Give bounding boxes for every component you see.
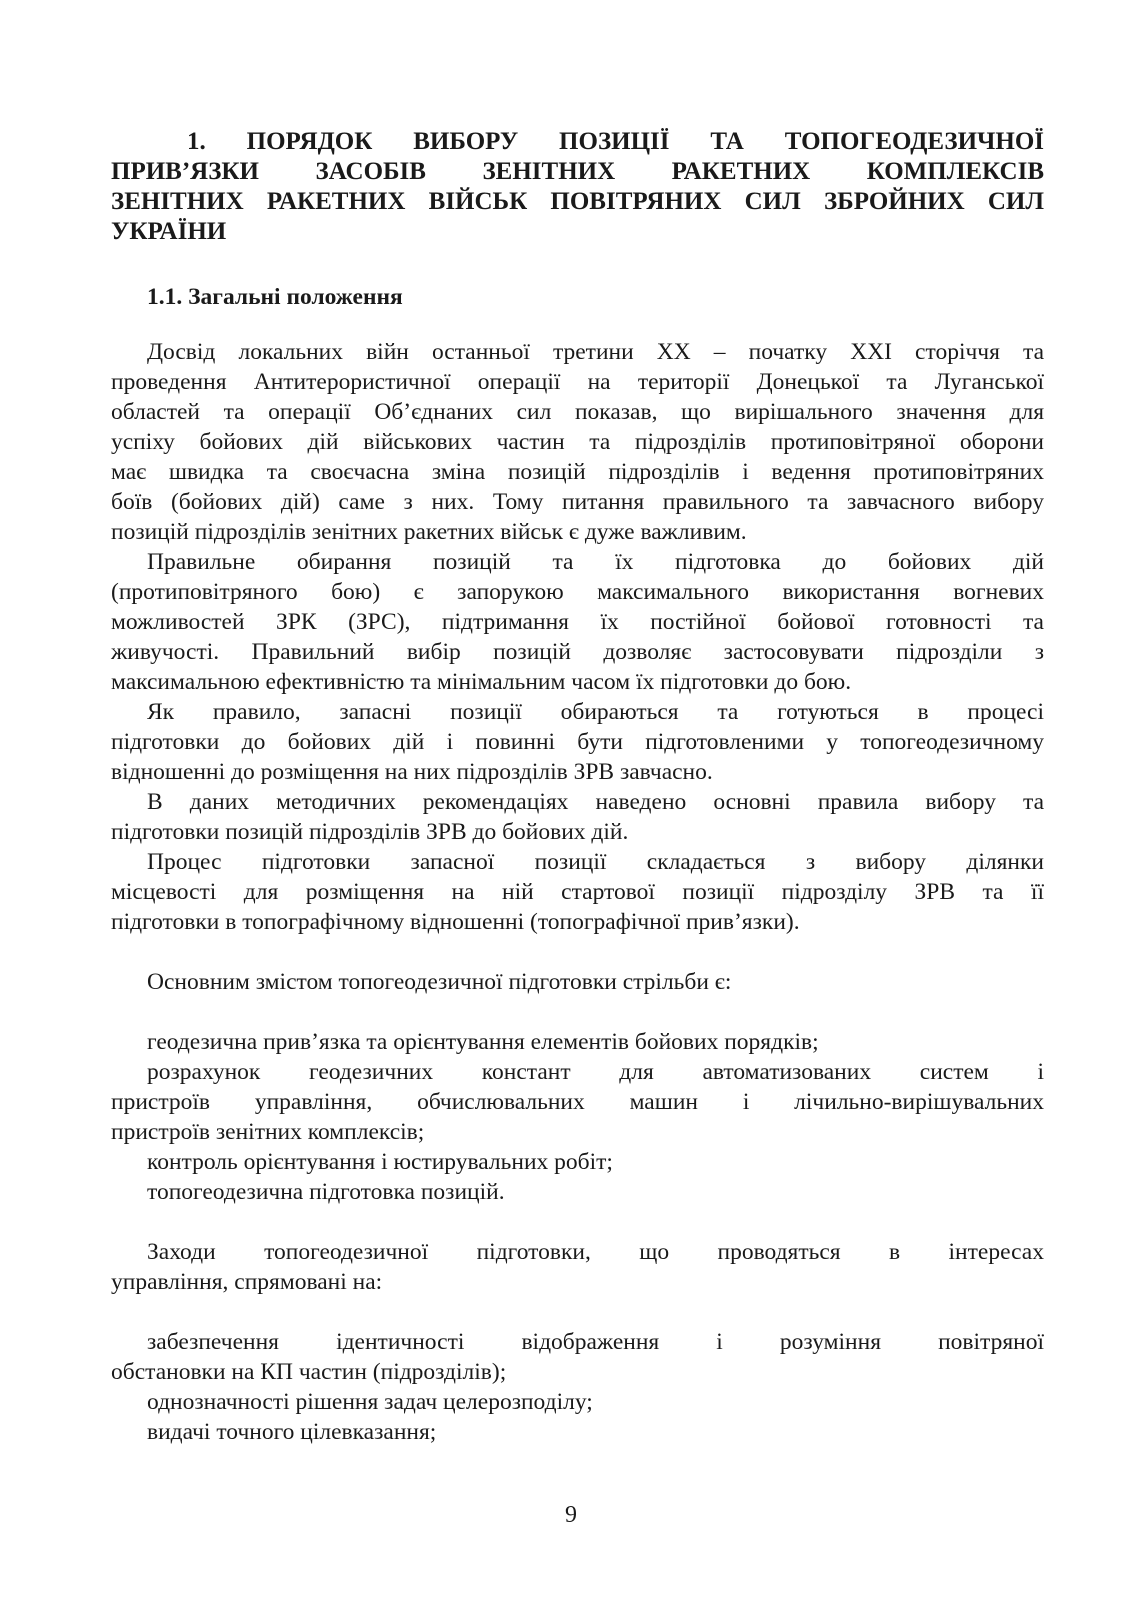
chapter-title (111, 127, 1044, 247)
text-line: підготовки позицій підрозділів ЗРВ до бойових дій. (111, 819, 629, 845)
paragraph-correct-choice (111, 547, 1044, 697)
text-line: боїв (бойових дій) саме з них. Тому питання правильного та завчасного вибору (111, 489, 1044, 515)
text-line: місцевості для розміщення на ній стартової позиції підрозділу ЗРВ та її (111, 879, 1044, 905)
list-item-position-preparation (111, 1177, 1044, 1207)
text-line: Правильне обирання позицій та їх підготовка до бойових дій (147, 549, 1044, 575)
text-line: Заходи топогеодезичної підготовки, що проводяться в інтересах (147, 1239, 1044, 1265)
text-line: ЗЕНІТНИХ РАКЕТНИХ ВІЙСЬК ПОВІТРЯНИХ СИЛ ЗБРОЙНИХ СИЛ (111, 188, 1044, 215)
text-line: пристроїв управління, обчислювальних машин і лічильно-вирішувальних (111, 1089, 1044, 1115)
text-line: живучості. Правильний вибір позицій дозволяє застосовувати підрозділи з (111, 639, 1044, 665)
list-item-target-designation (111, 1417, 1044, 1447)
paragraph-recommendations (111, 787, 1044, 847)
text-line: обстановки на КП частин (підрозділів); (111, 1359, 507, 1385)
text-line: топогеодезична підготовка позицій. (147, 1179, 505, 1205)
list-item-target-distribution (111, 1387, 1044, 1417)
list-item-constants (111, 1057, 1044, 1147)
text-line: пристроїв зенітних комплексів; (111, 1119, 425, 1145)
list-item-geodetic-binding (111, 1027, 1044, 1057)
text-line: Основним змістом топогеодезичної підготовки стрільби є: (147, 969, 732, 995)
text-line: управління, спрямовані на: (111, 1269, 383, 1295)
text-line: видачі точного цілевказання; (147, 1419, 437, 1445)
text-line: можливостей ЗРК (ЗРС), підтримання їх постійної бойової готовності та (111, 609, 1044, 635)
text-line: підготовки в топографічному відношенні (топографічної прив’язки). (111, 909, 800, 935)
text-line: ПРИВ’ЯЗКИ ЗАСОБІВ ЗЕНІТНИХ РАКЕТНИХ КОМПЛЕКСІВ (111, 158, 1044, 185)
paragraph-reserve-positions (111, 697, 1044, 787)
text-line: проведення Антитерористичної операції на території Донецької та Луганської (111, 369, 1044, 395)
paragraph-process (111, 847, 1044, 937)
paragraph-experience (111, 337, 1044, 547)
text-line: УКРАЇНИ (111, 218, 227, 245)
text-line: успіху бойових дій військових частин та підрозділів протиповітряної оборони (111, 429, 1044, 455)
text-line: Досвід локальних війн останньої третини ХХ – початку ХХІ сторіччя та (147, 339, 1044, 365)
section-heading: 1.1. Загальні положення (147, 284, 403, 310)
text-line: має швидка та своєчасна зміна позицій підрозділів і ведення протиповітряних (111, 459, 1044, 485)
text-line: забезпечення ідентичності відображення і розуміння повітряної (147, 1329, 1044, 1355)
text-line: підготовки до бойових дій і повинні бути підготовленими у топогеодезичному (111, 729, 1044, 755)
paragraph-measures-intro (111, 1237, 1044, 1297)
text-line: контроль орієнтування і юстирувальних робіт; (147, 1149, 613, 1175)
text-line: геодезична прив’язка та орієнтування елементів бойових порядків; (147, 1029, 819, 1055)
list-item-orientation-control (111, 1147, 1044, 1177)
list-item-identity (111, 1327, 1044, 1387)
text-line: позицій підрозділів зенітних ракетних військ є дуже важливим. (111, 519, 747, 545)
text-line: Як правило, запасні позиції обираються та готуються в процесі (147, 699, 1044, 725)
text-line: 1. ПОРЯДОК ВИБОРУ ПОЗИЦІЇ ТА ТОПОГЕОДЕЗИЧНОЇ (187, 128, 1044, 155)
text-line: відношенні до розміщення на них підрозділів ЗРВ завчасно. (111, 759, 713, 785)
page-number: 9 (565, 1502, 577, 1528)
text-block (111, 0, 1044, 1447)
text-line: максимальною ефективністю та мінімальним часом їх підготовки до бою. (111, 669, 852, 695)
text-line: Процес підготовки запасної позиції складається з вибору ділянки (147, 849, 1044, 875)
paragraph-main-content-intro (111, 967, 1044, 997)
text-line: (протиповітряного бою) є запорукою максимального використання вогневих (111, 579, 1044, 605)
text-line: однозначності рішення задач целерозподілу; (147, 1389, 593, 1415)
text-line: розрахунок геодезичних констант для автоматизованих систем і (147, 1059, 1044, 1085)
text-line: областей та операції Об’єднаних сил показав, що вирішального значення для (111, 399, 1044, 425)
text-line: В даних методичних рекомендаціях наведено основні правила вибору та (147, 789, 1044, 815)
